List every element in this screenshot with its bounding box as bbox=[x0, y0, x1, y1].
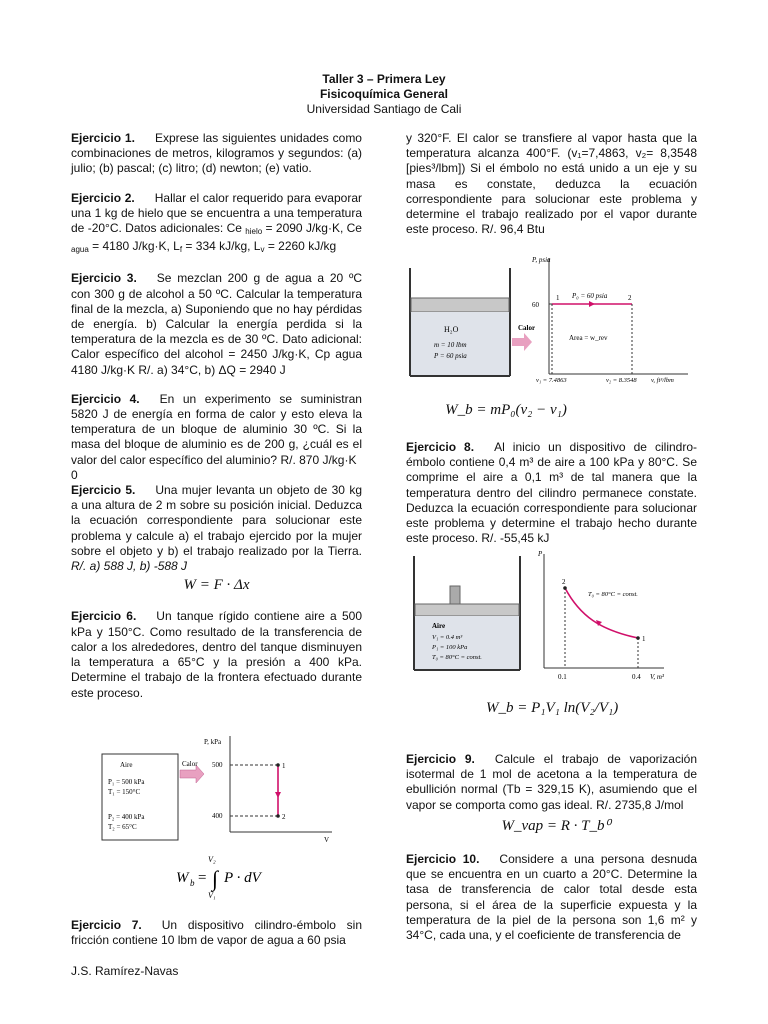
tank-p2: P₂ = 400 kPa bbox=[108, 813, 145, 821]
tank-t2: T₂ = 65°C bbox=[108, 823, 137, 831]
exercise-7-continued bbox=[406, 131, 697, 237]
heat-label: Calor bbox=[182, 760, 198, 768]
gas-label: Aire bbox=[432, 622, 446, 630]
heat-arrow-icon bbox=[512, 333, 532, 351]
exercise-text: En un experimento se suministran 5820 J de energía en forma de calor y esto eleva la temperatura de un bloque de aluminio 30 ºC. Si la masa del bloque de aluminio es de 200 g, ¿cuál es el valor del calor específico del aluminio? R/. 870 J/kg·K bbox=[71, 391, 362, 467]
axis-p-label: P, kPa bbox=[204, 738, 222, 746]
exercise-text: Un dispositivo cilindro-émbolo sin fricción contiene 10 lbm de vapor de agua a 60 psia bbox=[71, 918, 363, 948]
exercise-text: Un tanque rígido contiene aire a 500 kPa y 150°C. Como resultado de la transferencia de calor a los alrededores, dentro del tanque disminuyen la temperatura a 65°C y la presión a 400 kPa. Determine el trabajo de la frontera efectuado durante este proceso. bbox=[71, 609, 362, 700]
stray-zero: 0 bbox=[71, 467, 78, 482]
exercise-text: Calcule el trabajo de vaporización isotermal de 1 mol de acetona a la temperatura de ebullición normal (Tb = 329,15 K), asumiendo que el vapor se comporta como gas ideal. R/. 2735,8 J/mol bbox=[406, 752, 697, 812]
isotherm-label: T₀ = 80°C = const. bbox=[588, 591, 638, 598]
exercise-label: Ejercicio 4. bbox=[71, 391, 140, 406]
state-point-1 bbox=[636, 636, 640, 640]
exercise-label: Ejercicio 9. bbox=[406, 752, 475, 766]
exercise-text: Exprese las siguientes unidades como combinaciones de metros, kilogramos y segundos: (a) julio; (b) pascal; (c) litro; (d) newton; (e) vatio. bbox=[71, 131, 362, 176]
exercise-8 bbox=[406, 440, 697, 546]
eq-lhs-sub: b bbox=[190, 878, 195, 888]
exercise-label: Ejercicio 1. bbox=[71, 131, 135, 145]
figure-rigid-tank bbox=[100, 732, 340, 850]
exercise-label: Ejercicio 8. bbox=[406, 440, 475, 454]
point-1-label: 1 bbox=[642, 635, 646, 643]
heat-label: Calor bbox=[518, 324, 536, 332]
title-bold: Taller 3 bbox=[322, 72, 364, 86]
state-point-2 bbox=[563, 586, 567, 590]
mass-label: m = 10 lbm bbox=[434, 341, 467, 349]
exercise-text: Una mujer levanta un objeto de 30 kg a una altura de 2 m sobre su posición inicial. Deduzca la ecuación correspondiente para solucionar este problema y calcule a) el trabajo ejercido por la mujer sobre el objeto y b) el trabajo realizado por la Tierra. bbox=[71, 483, 362, 558]
subtitle: Fisicoquímica General bbox=[319, 87, 449, 101]
exercise-text: Al inicio un dispositivo de cilindro-émbolo contiene 0,4 m³ de aire a 100 kPa y 80°C. Se comprime el aire a 0,1 m³ de tal manera que la temperatura dentro del cilindro permanece constate. Deduzca la ecuación correspondiente para solucionar este problema y determine el trabajo hecho durante este proceso. R/. -55,45 kJ bbox=[406, 440, 698, 546]
exercise-text: = 2090 J/kg·K, Ce bbox=[262, 221, 362, 236]
equation-isothermal-work: W_b = P₁V₁ ln(V₂/V₁) bbox=[486, 700, 619, 716]
equation-work-force: W = F · Δx bbox=[183, 577, 250, 594]
point-1-label: 1 bbox=[282, 762, 286, 770]
tick-0-4: 0.4 bbox=[632, 673, 641, 681]
equation-boundary-work-integral bbox=[170, 852, 270, 900]
eq-integrand: P · dV bbox=[224, 870, 261, 886]
left-column bbox=[71, 131, 362, 715]
eq-upper-limit: V₂ bbox=[208, 855, 216, 864]
tick-60: 60 bbox=[532, 301, 539, 309]
exercise-text: = 334 kJ/kg, L bbox=[182, 239, 261, 254]
institution-line: Universidad Santiago de Cali bbox=[306, 102, 462, 116]
eq-lhs: W bbox=[176, 870, 189, 886]
tank-t1: T₁ = 150°C bbox=[108, 788, 141, 796]
exercise-text: = 2260 kJ/kg bbox=[264, 239, 337, 254]
exercise-answer: R/. a) 588 J, b) -588 J bbox=[71, 559, 188, 574]
process-pressure-label: P₀ = 60 psia bbox=[572, 292, 608, 300]
exercise-7-start bbox=[71, 918, 362, 948]
v2-label: v₂ = 8.3548 bbox=[606, 377, 637, 384]
exercise-label: Ejercicio 2. bbox=[71, 190, 135, 205]
axis-p-label: P bbox=[538, 550, 543, 558]
point-2-label: 2 bbox=[562, 578, 566, 586]
piston bbox=[415, 604, 519, 616]
subtitle-line bbox=[0, 87, 768, 102]
svg-text:=: = bbox=[198, 870, 207, 886]
figure-isothermal-compression bbox=[410, 546, 672, 686]
exercise-9 bbox=[406, 752, 697, 813]
exercise-label: Ejercicio 3. bbox=[71, 271, 137, 286]
subscript: agua bbox=[71, 245, 89, 255]
footer-author: J.S. Ramírez-Navas bbox=[71, 964, 179, 978]
state-point-1 bbox=[276, 763, 280, 767]
pressure-label: P₁ = 100 kPa bbox=[432, 644, 468, 651]
temperature-label: T₀ = 80°C = const. bbox=[432, 654, 482, 661]
point-1-label: 1 bbox=[556, 294, 560, 302]
pressure-label: P = 60 psia bbox=[434, 352, 467, 360]
axis-p-label: P, psia bbox=[532, 256, 551, 264]
exercise-label: Ejercicio 6. bbox=[71, 609, 137, 624]
piston bbox=[411, 298, 509, 312]
exercise-1 bbox=[71, 131, 362, 177]
exercise-2 bbox=[71, 191, 362, 258]
point-2-label: 2 bbox=[282, 813, 286, 821]
exercise-text: Hallar el calor requerido para evaporar una 1 kg de hielo que se encuentra a una temperatura de -20°C. Datos adicionales: Ce bbox=[71, 190, 362, 236]
exercise-10 bbox=[406, 852, 697, 943]
exercise-text: = 4180 J/kg·K, L bbox=[88, 239, 180, 254]
subscript: v bbox=[260, 245, 265, 255]
exercise-6 bbox=[71, 609, 362, 700]
v1-label: v₁ = 7.4863 bbox=[536, 377, 567, 384]
exercise-4 bbox=[71, 392, 362, 468]
point-2-label: 2 bbox=[628, 294, 632, 302]
exercise-text: Se mezclan 200 g de agua a 20 ºC con 300 g de alcohol a 50 ºC. Calcular la temperatura final de la mezcla, a) Suponiendo que no hay pérdidas de energía. b) Calcular la energía perdida si la temperatura de la mezcla es de 30 ºC. Dato adicional: Calor específico del alcohol = 2450 J/kg·K, Cp agua 4180 J/kg·K R/. a) 34°C, b) ΔQ = 2940 J bbox=[71, 271, 362, 377]
exercise-3 bbox=[71, 271, 362, 377]
axis-v-label: V, m³ bbox=[650, 673, 665, 681]
title-line bbox=[0, 72, 768, 87]
exercise-label: Ejercicio 7. bbox=[71, 918, 142, 932]
process-arrow-icon bbox=[589, 301, 595, 307]
process-arrow-icon bbox=[275, 792, 281, 798]
subscript: f bbox=[179, 245, 183, 255]
volume-label: V₁ = 0.4 m³ bbox=[432, 634, 463, 641]
eq-lower-limit: V₁ bbox=[208, 891, 216, 900]
title-rest: – Primera Ley bbox=[363, 72, 446, 86]
fluid-label: H₂O bbox=[444, 325, 459, 334]
tick-400: 400 bbox=[212, 812, 223, 820]
tank-p1: P₁ = 500 kPa bbox=[108, 778, 145, 786]
exercise-text: Considere a una persona desnuda que se encuentra en un cuarto a 20°C. Determine la tasa de transferencia de calor total desde esta persona, si el área de la superficie expuesta y la temperatura de la piel de la persona son 1,6 m² y 34°C, cada una, y el coeficiente de transferencia de bbox=[406, 852, 697, 943]
equation-vaporization-work: W_vap = R · T_b⁰ bbox=[501, 818, 611, 834]
gas-region bbox=[415, 616, 519, 669]
piston-rod bbox=[450, 586, 460, 606]
exercise-5 bbox=[71, 483, 362, 574]
figure-piston-steam bbox=[406, 252, 696, 386]
axis-v-label: V bbox=[324, 836, 330, 844]
tank-label: Aire bbox=[120, 761, 133, 769]
exercise-label: Ejercicio 10. bbox=[406, 852, 480, 866]
area-label: Area = w_rev bbox=[569, 334, 608, 342]
axis-v-label: v, ft³/lbm bbox=[651, 377, 674, 384]
exercise-text: y 320°F. El calor se transfiere al vapor hasta que la temperatura alcanza 400°F. (v₁=7,4863, v₂= 8,3548 [pies³/lbm]) Si el émbolo no está unido a un eje y su masa es constate, deduzca la ecuación correspondiente para solucionar este problema y determine el trabajo realizado por el vapor durante este proceso. R/. 96,4 Btu bbox=[406, 131, 697, 237]
tick-500: 500 bbox=[212, 761, 223, 769]
subscript: hielo bbox=[245, 227, 263, 237]
equation-constant-pressure-work: W_b = mP₀(v₂ − v₁) bbox=[445, 402, 567, 418]
tick-0-1: 0.1 bbox=[558, 673, 567, 681]
svg-text:∫: ∫ bbox=[212, 866, 219, 891]
exercise-label: Ejercicio 5. bbox=[71, 483, 136, 498]
state-point-2 bbox=[276, 814, 280, 818]
